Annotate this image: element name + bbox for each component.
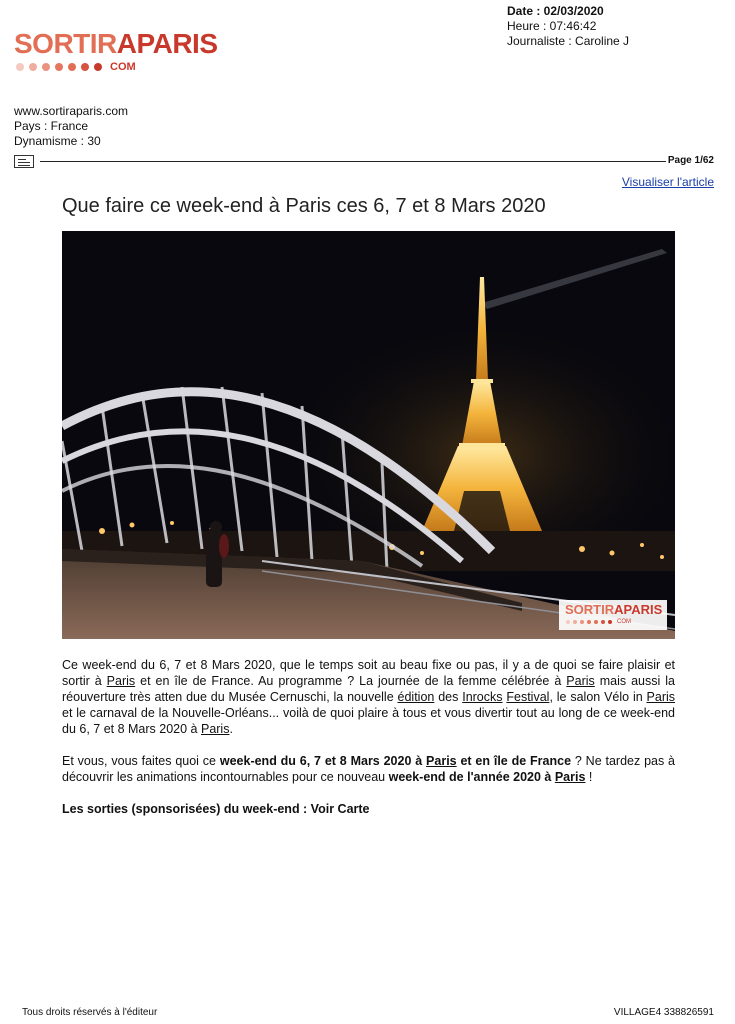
article-meta [507,4,629,49]
logo-word-paris: APARIS [116,28,218,59]
watermark-com: COM [617,619,631,625]
page-number: Page 1/62 [667,155,714,166]
link-paris[interactable]: Paris [426,754,457,768]
watermark-word-paris: APARIS [614,602,663,617]
link-paris[interactable]: Paris [554,770,586,784]
meta-journalist: Journaliste : Caroline J [507,34,630,48]
logo-wordmark [14,28,218,60]
logo-dots [16,61,194,73]
watermark-wordmark [565,603,662,617]
link-inrocks[interactable]: Inrocks [462,690,503,704]
source-info [14,104,128,149]
paragraph-question: Et vous, vous faites quoi ce week-end du 6, 7 et 8 Mars 2020 à Paris et en île de France ? Ne tardez pas à découvrir les animations incontournables pour ce nouveau week-end de l'année 2020 à Paris ! [62,754,676,784]
article-photo [62,231,675,639]
link-paris[interactable]: Paris [566,674,595,688]
sortiraparis-logo [14,28,218,73]
view-article-link[interactable]: Visualiser l'article [621,175,714,189]
logo-dot [94,63,102,71]
link-paris[interactable]: Paris [106,674,136,688]
meta-time: Heure : 07:46:42 [507,19,597,33]
document-icon [14,155,34,168]
watermark-word-sortir: SORTIR [565,602,615,617]
logo-dot [55,63,63,71]
logo-dot [42,63,50,71]
meta-date: Date : 02/03/2020 [507,4,604,18]
source-country: Pays : France [14,119,89,133]
eiffel-tower-night-image [62,231,675,639]
watermark-dots [566,619,631,625]
logo-dot [29,63,37,71]
logo-dot [68,63,76,71]
logo-com: COM [110,61,136,73]
link-paris[interactable]: Paris [200,722,230,736]
divider [40,161,666,162]
logo-word-sortir: SORTIR [14,28,117,59]
article-body [62,657,675,833]
source-site: www.sortiraparis.com [14,104,129,118]
photo-watermark-logo [559,600,667,630]
footer-rights: Tous droits réservés à l'éditeur [22,1007,158,1018]
link-festival[interactable]: Festival [506,690,550,704]
source-dynamism: Dynamisme : 30 [14,134,101,148]
paragraph-intro: Ce week-end du 6, 7 et 8 Mars 2020, que le temps soit au beau fixe ou pas, il y a de quoi se faire plaisir et sortir à Paris et en île de France. Au programme ? La journée de la femme célébrée à Paris mais aussi la réouverture très atten due du Musée Cernuschi, la nouvelle édition des Inrocks Festival, le salon Vélo in Paris et le carnaval de la Nouvelle-Orléans... voilà de quoi plaire à tous et vous divertir tout au long de ce week-end du 6, 7 et 8 Mars 2020 à Paris. [62,658,676,736]
link-edition[interactable]: édition [397,690,435,704]
footer-reference: VILLAGE4 338826591 [613,1007,714,1018]
article-title: Que faire ce week-end à Paris ces 6, 7 et 8 Mars 2020 [62,195,546,217]
link-paris[interactable]: Paris [646,690,676,704]
logo-dot [81,63,89,71]
page-rule [14,155,714,169]
logo-dot [16,63,24,71]
paragraph-sponsored: Les sorties (sponsorisées) du week-end : Voir Carte [62,802,370,816]
